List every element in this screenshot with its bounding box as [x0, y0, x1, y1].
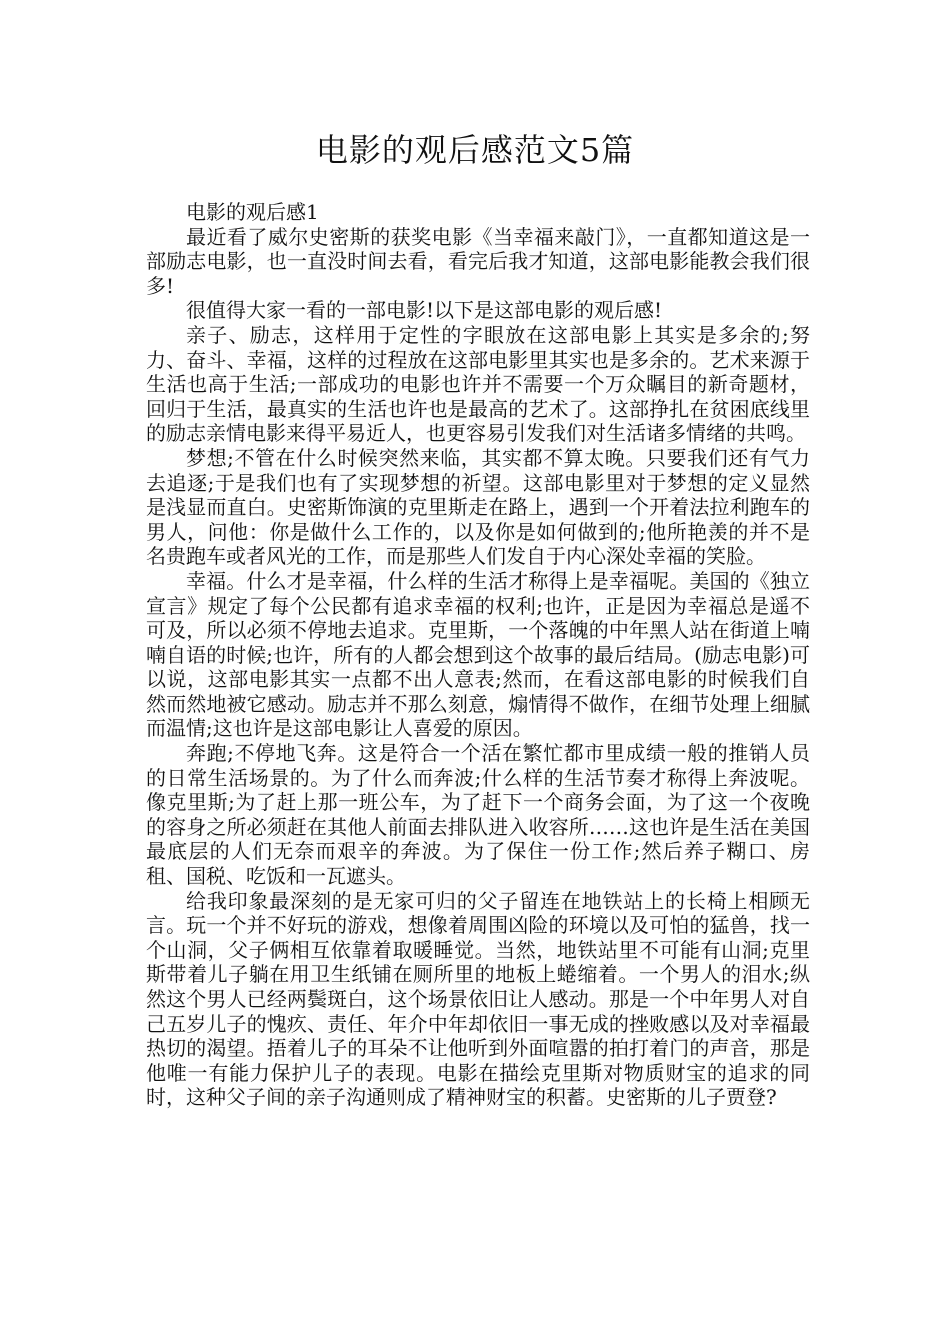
document-body — [146, 200, 810, 1110]
paragraph: 最近看了威尔史密斯的获奖电影《当幸福来敲门》，一直都知道这是一部励志电影，也一直没时间去看，看完后我才知道，这部电影能教会我们很多! — [146, 224, 810, 298]
paragraph: 梦想;不管在什么时候突然来临，其实都不算太晚。只要我们还有气力去追逐;于是我们也有了实现梦想的祈望。这部电影里对于梦想的定义显然是浅显而直白。史密斯饰演的克里斯走在路上，遇到一个开着法拉利跑车的男人，问他：你是做什么工作的，以及你是如何做到的;他所艳羡的并不是名贵跑车或者风光的工作，而是那些人们发自于内心深处幸福的笑脸。 — [146, 445, 810, 569]
paragraph: 很值得大家一看的一部电影!以下是这部电影的观后感! — [186, 298, 663, 323]
paragraph: 幸福。什么才是幸福，什么样的生活才称得上是幸福呢。美国的《独立宣言》规定了每个公民都有追求幸福的权利;也许，正是因为幸福总是遥不可及，所以必须不停地去追求。克里斯，一个落魄的中年黑人站在街道上喃喃自语的时候;也许，所有的人都会想到这个故事的最后结局。(励志电影)可以说，这部电影其实一点都不出人意表;然而，在看这部电影的时候我们自然而然地被它感动。励志并不那么刻意，煽情得不做作，在细节处理上细腻而温情;这也许是这部电影让人喜爱的原因。 — [146, 568, 810, 741]
paragraph: 奔跑;不停地飞奔。这是符合一个活在繁忙都市里成绩一般的推销人员的日常生活场景的。为了什么而奔波;什么样的生活节奏才称得上奔波呢。像克里斯;为了赶上那一班公车，为了赶下一个商务会面，为了这一个夜晚的容身之所必须赶在其他人前面去排队进入收容所……这也许是生活在美国最底层的人们无奈而艰辛的奔波。为了保住一份工作;然后养子糊口、房租、国税、吃饭和一瓦遮头。 — [146, 741, 810, 889]
document-title: 电影的观后感范文5篇 — [315, 131, 635, 169]
paragraph: 给我印象最深刻的是无家可归的父子留连在地铁站上的长椅上相顾无言。玩一个并不好玩的游戏，想像着周围凶险的环境以及可怕的猛兽，找一个山洞，父子俩相互依靠着取暖睡觉。当然，地铁站里不可能有山洞;克里斯带着儿子躺在用卫生纸铺在厕所里的地板上蜷缩着。一个男人的泪水;纵然这个男人已经两鬓斑白，这个场景依旧让人感动。那是一个中年男人对自己五岁儿子的愧疚、责任、年介中年却依旧一事无成的挫败感以及对幸福最热切的渴望。捂着儿子的耳朵不让他听到外面喧嚣的拍打着门的声音，那是他唯一有能力保护儿子的表现。电影在描绘克里斯对物质财宝的追求的同时，这种父子间的亲子沟通则成了精神财宝的积蓄。史密斯的儿子贾登? — [146, 888, 810, 1110]
section-heading: 电影的观后感1 — [186, 200, 319, 224]
paragraph: 亲子、励志，这样用于定性的字眼放在这部电影上其实是多余的;努力、奋斗、幸福，这样的过程放在这部电影里其实也是多余的。艺术来源于生活也高于生活;一部成功的电影也许并不需要一个万众瞩目的新奇题材，回归于生活，最真实的生活也许也是最高的艺术了。这部挣扎在贫困底线里的励志亲情电影来得平易近人，也更容易引发我们对生活诸多情绪的共鸣。 — [146, 322, 810, 446]
